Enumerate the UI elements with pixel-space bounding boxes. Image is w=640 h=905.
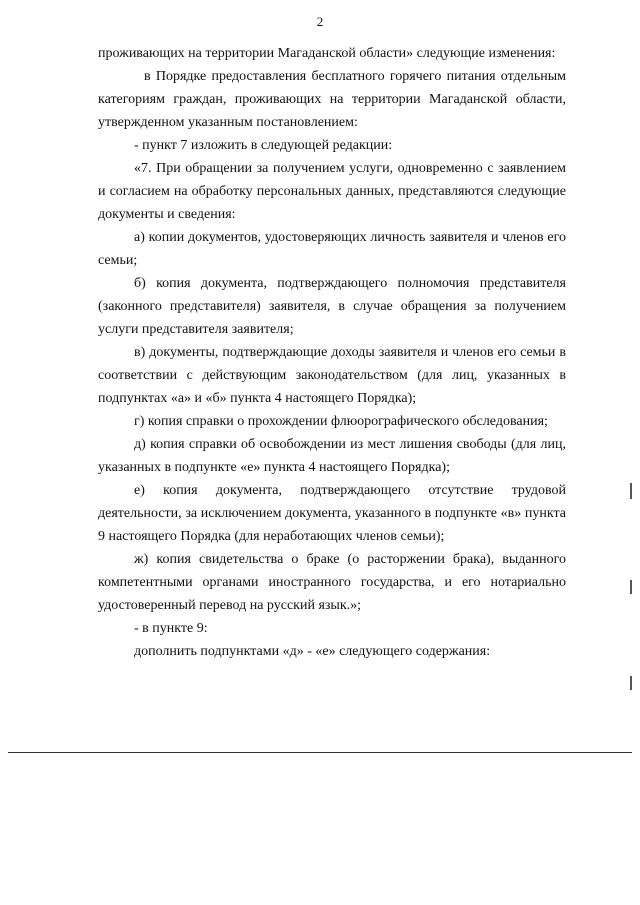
page-divider xyxy=(8,752,632,753)
paragraph-subitem-b: б) копия документа, подтверждающего полномочия представителя (законного представителя) заявителя, в случае обращения за получением услуги представителя заявителя; xyxy=(98,276,566,337)
scan-margin-mark xyxy=(630,676,632,690)
page-number: 2 xyxy=(316,14,324,29)
paragraph-subitem-d: д) копия справки об освобождении из мест лишения свободы (для лиц, указанных в подпункте «е» пункта 4 настоящего Порядка); xyxy=(98,437,566,475)
paragraph-subitem-zh: ж) копия свидетельства о браке (о расторжении брака), выданного компетентными органами иностранного государства, и его нотариально удостоверенный перевод на русский язык.»; xyxy=(98,552,566,613)
paragraph-subitem-v: в) документы, подтверждающие доходы заявителя и членов его семьи в соответствии с действующим законодательством (для лиц, указанных в подпунктах «а» и «б» пункта 4 настоящего Порядка); xyxy=(98,345,566,406)
document-body xyxy=(98,42,566,663)
paragraph-item-7-text: «7. При обращении за получением услуги, одновременно с заявлением и согласием на обработку персональных данных, представляются следующие документы и сведения: xyxy=(98,161,566,222)
scan-margin-mark xyxy=(630,580,632,594)
paragraph-subitem-a: а) копии документов, удостоверяющих личность заявителя и членов его семьи; xyxy=(98,230,566,268)
paragraph-item-7-intro: - пункт 7 изложить в следующей редакции: xyxy=(134,138,393,153)
paragraph-order-amendment: в Порядке предоставления бесплатного горячего питания отдельным категориям граждан, проживающих на территории Магаданской области, утвержденном указанным постановлением: xyxy=(98,69,566,130)
paragraph-item-9-addition: дополнить подпунктами «д» - «е» следующего содержания: xyxy=(134,644,491,659)
paragraph-item-9-intro: - в пункте 9: xyxy=(134,621,208,636)
scan-margin-mark xyxy=(630,483,632,499)
paragraph-subitem-g: г) копия справки о прохождении флюорографического обследования; xyxy=(134,414,548,429)
paragraph-continuation: проживающих на территории Магаданской области» следующие изменения: xyxy=(98,46,556,61)
paragraph-subitem-e: е) копия документа, подтверждающего отсутствие трудовой деятельности, за исключением документа, указанного в подпункте «в» пункта 9 настоящего Порядка (для неработающих членов семьи); xyxy=(98,483,566,544)
